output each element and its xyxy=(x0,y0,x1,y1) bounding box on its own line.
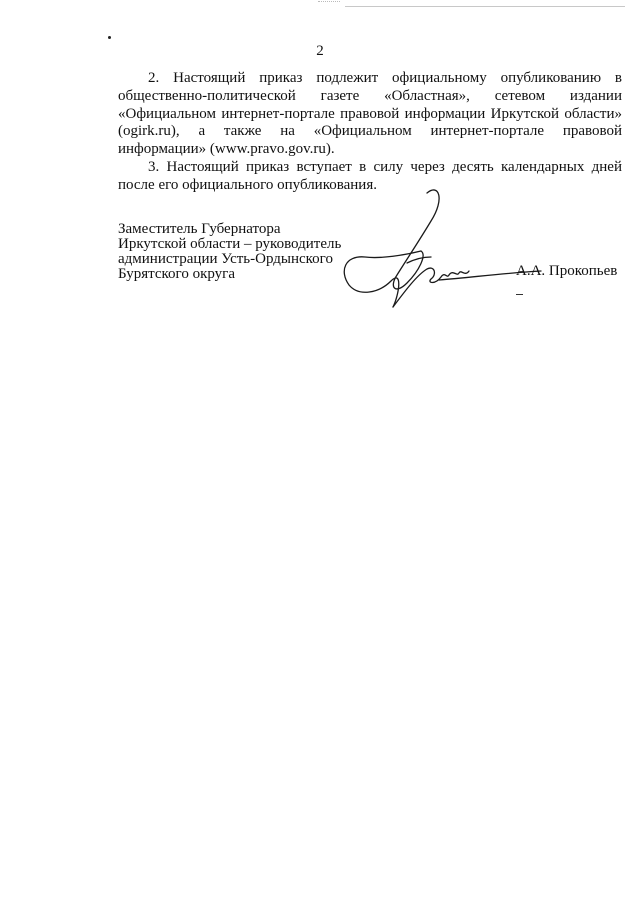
signatory-name: А.А. Прокопьев xyxy=(516,263,618,279)
document-body xyxy=(118,70,622,195)
scan-artifact-mark xyxy=(318,1,340,6)
scan-artifact-line xyxy=(345,6,625,7)
position-line: Заместитель Губернатора xyxy=(118,221,281,237)
position-line: Бурятского округа xyxy=(118,266,235,282)
scan-dash-mark xyxy=(516,294,523,295)
position-line: администрации Усть-Ордынского xyxy=(118,251,333,267)
position-line: Иркутской области – руководитель xyxy=(118,236,342,252)
handwritten-signature xyxy=(335,185,555,310)
paragraph-publication: 2. Настоящий приказ подлежит официальному опубликованию в общественно-политической газете «Областная», сетевом издании «Официальном интернет-портале правовой информации Иркутской области» (ogirk.ru), а также на «Официальном интернет-портале правовой информации» (www.pravo.gov.ru). xyxy=(118,70,622,158)
signatory-position xyxy=(118,222,358,282)
scan-speck xyxy=(108,36,111,39)
page-number: 2 xyxy=(316,43,324,59)
paragraph-effective-date: 3. Настоящий приказ вступает в силу через десять календарных дней после его официального опубликования. xyxy=(118,158,622,193)
